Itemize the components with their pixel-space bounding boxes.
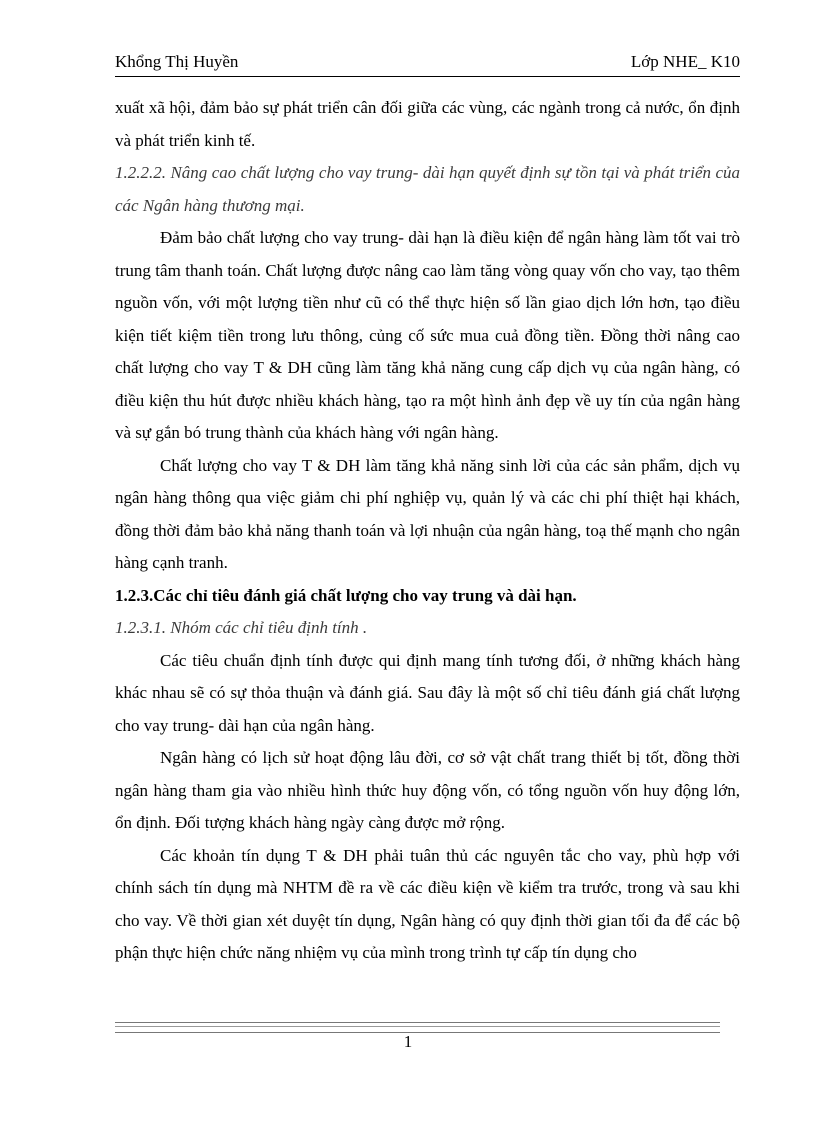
paragraph-qualitative-criteria: Các tiêu chuẩn định tính được qui định mang tính tương đối, ở những khách hàng khác nhau sẽ có sự thỏa thuận và đánh giá. Sau đây là một số chỉ tiêu đánh giá chất lượng cho vay trung- dài hạn của ngân hàng.: [115, 650, 740, 735]
document-body: [115, 92, 740, 970]
paragraph-continuation: xuất xã hội, đảm bảo sự phát triển cân đối giữa các vùng, các ngành trong cả nước, ổn định và phát triển kinh tế.: [115, 98, 740, 150]
paragraph-bank-history: Ngân hàng có lịch sử hoạt động lâu đời, cơ sở vật chất trang thiết bị tốt, đồng thời ngân hàng tham gia vào nhiều hình thức huy động vốn, có tổng nguồn vốn huy động lớn, ổn định. Đối tượng khách hàng ngày càng được mở rộng.: [115, 748, 740, 832]
heading-1-2-2-2: 1.2.2.2. Nâng cao chất lượng cho vay trung- dài hạn quyết định sự tồn tại và phát triển của các Ngân hàng thương mại.: [115, 163, 740, 215]
header-class: Lớp NHE_ K10: [630, 52, 740, 71]
heading-1-2-3-1: 1.2.3.1. Nhóm các chỉ tiêu định tính .: [115, 618, 368, 637]
paragraph-credit-principles: Các khoản tín dụng T & DH phải tuân thủ các nguyên tắc cho vay, phù hợp với chính sách tín dụng mà NHTM đề ra về các điều kiện về kiểm tra trước, trong và sau khi cho vay. Về thời gian xét duyệt tín dụng, Ngân hàng có quy định thời gian tối đa để các bộ phận thực hiện chức năng nhiệm vụ của mình trong trình tự cấp tín dụng cho: [115, 845, 740, 962]
page-header: [115, 52, 740, 78]
header-rule: [115, 76, 740, 77]
paragraph-credit-quality-role: Đảm bảo chất lượng cho vay trung- dài hạn là điều kiện để ngân hàng làm tốt vai trò trung tâm thanh toán. Chất lượng được nâng cao làm tăng vòng quay vốn cho vay, tạo thêm nguồn vốn, với một lượng tiền như cũ có thể thực hiện số lần giao dịch lớn hơn, tạo điều kiện tiết kiệm tiền trong lưu thông, củng cố sức mua cuả đồng tiền. Đồng thời nâng cao chất lượng cho vay T & DH cũng làm tăng khả năng cung cấp dịch vụ của ngân hàng, có điều kiện thu hút được nhiều khách hàng, tạo ra một hình ảnh đẹp về uy tín của ngân hàng và sự gắn bó trung thành của khách hàng với ngân hàng.: [115, 228, 740, 442]
heading-1-2-3: 1.2.3.Các chỉ tiêu đánh giá chất lượng cho vay trung và dài hạn.: [115, 585, 577, 605]
page-number: 1: [403, 1032, 413, 1051]
paragraph-profitability: Chất lượng cho vay T & DH làm tăng khả năng sinh lời của các sản phẩm, dịch vụ ngân hàng thông qua việc giảm chi phí nghiệp vụ, quản lý và các chi phí thiệt hại khách, đồng thời đảm bảo khả năng thanh toán và lợi nhuận của ngân hàng, toạ thế mạnh cho ngân hàng cạnh tranh.: [115, 455, 740, 572]
header-author: Khổng Thị Huyền: [115, 52, 239, 71]
